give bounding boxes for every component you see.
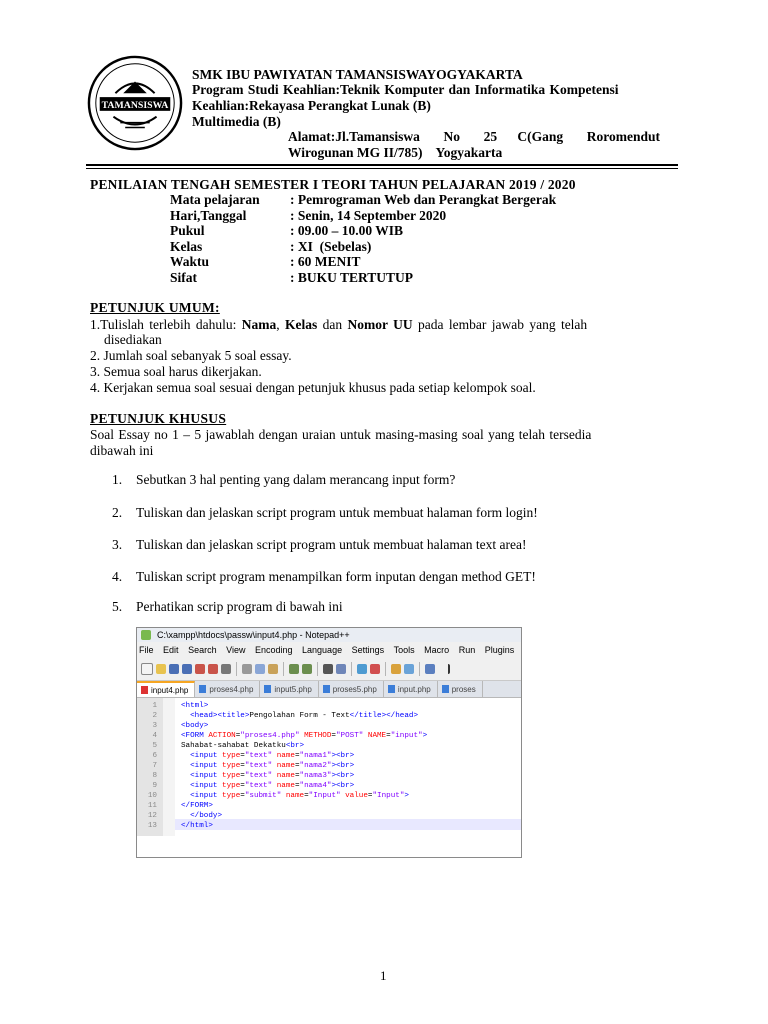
question-number: 2.	[112, 505, 123, 520]
toolbar-separator	[283, 662, 284, 676]
instruction-text: pada lembar jawab yang telah	[412, 317, 588, 332]
code-text: <input type="submit" name="Input" value="Input">	[190, 792, 409, 800]
info-key: Sifat	[170, 270, 197, 285]
menu-language: Language	[302, 645, 343, 655]
info-value: : Senin, 14 September 2020	[290, 208, 447, 223]
screenshot-menubar	[137, 642, 521, 658]
redo-icon	[302, 664, 312, 674]
question-text: Sebutkan 3 hal penting yang dalam merancang input form?	[136, 472, 456, 487]
code-text: </FORM>	[181, 802, 213, 810]
question-text: Tuliskan dan jelaskan script program untuk membuat halaman form login!	[136, 505, 538, 520]
file-icon	[264, 685, 271, 693]
program-line-1: Program Studi Keahlian:Teknik Komputer dan Informatika Kompetensi	[192, 82, 619, 97]
screenshot-title: C:\xampp\htdocs\passw\input4.php - Notepad++	[157, 630, 350, 640]
screenshot-toolbar	[137, 658, 521, 681]
tab-label: proses5.php	[332, 684, 377, 694]
instruction-bold-nama: Nama	[241, 317, 277, 332]
address-line-2: Wirogunan MG II/785) Yogyakarta	[288, 145, 503, 160]
general-instruction-4: 4. Kerjakan semua soal sesuai dengan petunjuk khusus pada setiap kelompok soal.	[90, 380, 536, 395]
word-wrap-icon	[404, 664, 414, 674]
code-text: <input type="text" name="nama1"><br>	[190, 752, 355, 760]
print-icon	[221, 664, 231, 674]
tab-input	[384, 681, 438, 697]
general-instruction-2: 2. Jumlah soal sebanyak 5 soal essay.	[90, 348, 292, 363]
current-line-highlight	[175, 819, 521, 830]
info-key: Mata pelajaran	[170, 192, 260, 207]
copy-icon	[255, 664, 265, 674]
code-editor	[137, 698, 521, 836]
cut-icon	[242, 664, 252, 674]
sync-scroll-icon	[391, 664, 401, 674]
header-divider	[86, 164, 678, 166]
menu-tools: Tools	[393, 645, 415, 655]
menu-view: View	[226, 645, 246, 655]
code-text: <FORM ACTION="proses4.php" METHOD="POST" NAME="input">	[181, 732, 428, 740]
general-instructions-heading: PETUNJUK UMUM:	[90, 300, 220, 315]
header-divider-thin	[86, 168, 678, 169]
question-text: Tuliskan script program menampilkan form inputan dengan method GET!	[136, 569, 536, 584]
line-number: 8	[152, 772, 157, 780]
code-text: <body>	[181, 722, 209, 730]
paste-icon	[268, 664, 278, 674]
program-line-2: Keahlian:Rekayasa Perangkat Lunak (B)	[192, 98, 431, 113]
toolbar-separator	[236, 662, 237, 676]
specific-instruction-line-1: Soal Essay no 1 – 5 jawablah dengan uraian untuk masing-masing soal yang telah tersedia	[90, 427, 592, 442]
toolbar-separator	[385, 662, 386, 676]
toolbar-separator	[419, 662, 420, 676]
code-text: <head><title>Pengolahan Form - Text</title></head>	[190, 712, 419, 720]
instruction-text: ,	[276, 317, 285, 332]
info-value: : 60 MENIT	[290, 254, 361, 269]
tab-label: input4.php	[151, 685, 189, 695]
tab-label: proses	[451, 684, 476, 694]
tab-proses4	[195, 681, 260, 697]
menu-edit: Edit	[163, 645, 179, 655]
code-text: </html>	[181, 822, 213, 830]
info-value: : Pemrograman Web dan Perangkat Bergerak	[290, 192, 557, 207]
code-text: Sahabat-sahabat Dekatku<br>	[181, 742, 305, 750]
tab-label: input.php	[397, 684, 431, 694]
fold-margin	[163, 698, 175, 836]
code-text: <input type="text" name="nama2"><br>	[190, 762, 355, 770]
tab-label: input5.php	[274, 684, 312, 694]
question-number: 1.	[112, 472, 123, 487]
menu-settings: Settings	[351, 645, 385, 655]
code-screenshot	[136, 627, 522, 858]
toolbar-separator	[317, 662, 318, 676]
line-number: 4	[152, 732, 157, 740]
code-text: <input type="text" name="nama3"><br>	[190, 772, 355, 780]
open-file-icon	[156, 664, 166, 674]
line-number: 1	[152, 702, 157, 710]
code-text: <html>	[181, 702, 209, 710]
question-number: 3.	[112, 537, 123, 552]
line-number: 3	[152, 722, 157, 730]
question-number: 5.	[112, 599, 123, 614]
school-logo	[86, 54, 184, 152]
file-icon	[199, 685, 206, 693]
question-text: Perhatikan scrip program di bawah ini	[136, 599, 343, 614]
question-number: 4.	[112, 569, 123, 584]
line-number: 10	[147, 792, 157, 800]
screenshot-titlebar	[137, 628, 521, 642]
file-icon	[388, 685, 395, 693]
line-number: 5	[152, 742, 157, 750]
menu-macro: Macro	[424, 645, 450, 655]
info-value: : XI (Sebelas)	[290, 239, 372, 254]
tab-input5	[260, 681, 318, 697]
close-file-icon	[195, 664, 205, 674]
save-all-icon	[182, 664, 192, 674]
menu-search: Search	[188, 645, 217, 655]
line-number: 13	[147, 822, 157, 830]
save-icon	[169, 664, 179, 674]
instruction-text: dan	[317, 317, 348, 332]
exam-title: PENILAIAN TENGAH SEMESTER I TEORI TAHUN PELAJARAN 2019 / 2020	[90, 177, 576, 192]
info-value: : 09.00 – 10.00 WIB	[290, 223, 404, 238]
line-number: 2	[152, 712, 157, 720]
instruction-bold-kelas: Kelas	[285, 317, 318, 332]
code-text: </body>	[190, 812, 223, 820]
zoom-out-icon	[370, 664, 380, 674]
screenshot-tabs	[137, 681, 521, 698]
show-all-chars-icon	[438, 664, 450, 674]
line-number: 11	[147, 802, 157, 810]
line-number: 9	[152, 782, 157, 790]
svg-text:TAMANSISWA: TAMANSISWA	[101, 99, 169, 111]
info-value: : BUKU TERTUTUP	[290, 270, 414, 285]
specific-instruction-line-2: dibawah ini	[90, 443, 154, 458]
school-name: SMK IBU PAWIYATAN TAMANSISWAYOGYAKARTA	[192, 67, 523, 82]
indent-guide-icon	[425, 664, 435, 674]
line-number: 6	[152, 752, 157, 760]
tab-proses	[438, 681, 483, 697]
specific-instructions-heading: PETUNJUK KHUSUS	[90, 411, 227, 426]
menu-encoding: Encoding	[254, 645, 293, 655]
close-all-icon	[208, 664, 218, 674]
notepad-plus-plus-icon	[141, 630, 151, 640]
tab-label: proses4.php	[209, 684, 254, 694]
tab-input4	[137, 681, 195, 697]
file-icon	[323, 685, 330, 693]
file-icon	[442, 685, 449, 693]
line-number: 12	[147, 812, 157, 820]
menu-file: File	[139, 645, 154, 655]
question-text: Tuliskan dan jelaskan script program untuk membuat halaman text area!	[136, 537, 527, 552]
general-instruction-1-cont: disediakan	[104, 332, 162, 347]
file-icon	[141, 686, 148, 694]
tab-proses5	[319, 681, 384, 697]
find-icon	[323, 664, 333, 674]
replace-icon	[336, 664, 346, 674]
info-key: Hari,Tanggal	[170, 208, 247, 223]
info-key: Pukul	[170, 223, 205, 238]
page-number: 1	[380, 968, 387, 983]
undo-icon	[289, 664, 299, 674]
zoom-in-icon	[357, 664, 367, 674]
instruction-text: 1.Tulislah terlebih dahulu:	[90, 317, 242, 332]
program-line-3: Multimedia (B)	[192, 114, 281, 129]
code-text: <input type="text" name="nama4"><br>	[190, 782, 355, 790]
menu-plugins: Plugins	[484, 645, 515, 655]
line-number: 7	[152, 762, 157, 770]
menu-run: Run	[458, 645, 476, 655]
general-instruction-1	[90, 317, 587, 333]
general-instruction-3: 3. Semua soal harus dikerjakan.	[90, 364, 262, 379]
instruction-bold-nomor: Nomor UU	[347, 317, 413, 332]
toolbar-separator	[351, 662, 352, 676]
info-key: Kelas	[170, 239, 203, 254]
address-line-1: Alamat:Jl.Tamansiswa No 25 C(Gang Roromendut	[288, 129, 661, 144]
new-file-icon	[141, 663, 153, 675]
info-key: Waktu	[170, 254, 210, 269]
